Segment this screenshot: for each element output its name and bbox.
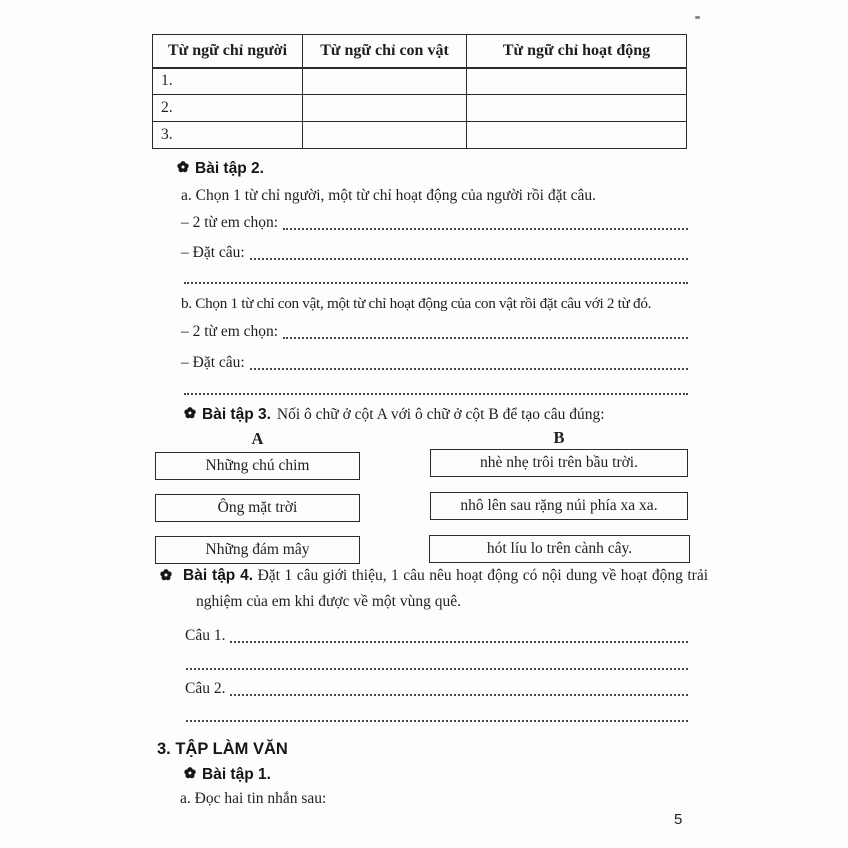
match-box-b3-text: hót líu lo trên cành cây. [486, 540, 633, 557]
section3-exercise1-title: Bài tập 1. [202, 766, 271, 783]
match-box-b2-text: nhô lên sau rặng núi phía xa xa. [460, 497, 658, 514]
exercise4-heading [178, 564, 708, 614]
sentence-label: – Đặt câu: [181, 354, 245, 371]
table-cell-blank [303, 95, 467, 122]
table-header-row [153, 35, 687, 68]
section3-heading: 3. TẬP LÀM VĂN [157, 740, 288, 758]
florette-icon [177, 160, 189, 178]
exercise4-line2 [185, 678, 688, 698]
match-box-b3 [429, 535, 690, 563]
table-row [153, 95, 687, 122]
column-a-label: A [251, 429, 264, 448]
answer-blank [283, 228, 688, 230]
answer-blank [230, 641, 688, 643]
row-number: 1. [153, 68, 303, 95]
table-header-animals: Từ ngữ chỉ con vật [303, 35, 467, 68]
match-box-a3-text: Những đám mây [205, 541, 310, 558]
florette-icon [184, 406, 196, 424]
answer-blank-line [186, 704, 688, 722]
cau2-label: Câu 2. [185, 680, 226, 697]
section3-item-a: a. Đọc hai tin nhắn sau: [180, 790, 327, 807]
exercise2b-instruction: b. Chọn 1 từ chỉ con vật, một từ chỉ hoạt động của con vật rồi đặt câu với 2 từ đó. [181, 295, 652, 312]
table-row [153, 68, 687, 95]
exercise4-line1 [185, 625, 688, 645]
exercise4-instruction: Đặt 1 câu giới thiệu, 1 câu nêu hoạt động có nội dung về hoạt động trải nghiệm của em khi được về một vùng quê. [196, 567, 709, 610]
table-header-people: Từ ngữ chỉ người [153, 35, 303, 68]
table-cell-blank [303, 122, 467, 149]
exercise3-title: Bài tập 3. [202, 406, 271, 423]
match-box-a2 [155, 494, 360, 522]
section3-exercise1-heading [184, 766, 271, 784]
answer-blank-line [184, 266, 688, 284]
exercise4-title: Bài tập 4. [183, 567, 254, 584]
page-number: 5 [674, 811, 683, 828]
answer-blank-line [186, 652, 688, 670]
answer-blank-line [184, 377, 688, 395]
answer-blank [250, 258, 688, 260]
scan-speck [695, 16, 700, 19]
row-number: 2. [153, 95, 303, 122]
exercise2-title: Bài tập 2. [195, 160, 264, 177]
table-cell-blank [303, 68, 467, 95]
exercise2a-sentence-line [181, 242, 688, 262]
match-box-a1-text: Những chú chim [205, 457, 310, 474]
match-box-a1 [155, 452, 360, 480]
table-header-actions: Từ ngữ chỉ hoạt động [467, 35, 687, 68]
exercise2b-choose-line [181, 321, 688, 341]
table-cell-blank [467, 68, 687, 95]
table-row [153, 122, 687, 149]
cau1-label: Câu 1. [185, 627, 226, 644]
answer-blank [283, 337, 688, 339]
sentence-label: – Đặt câu: [181, 244, 245, 261]
column-b-label: B [553, 428, 565, 447]
table-cell-blank [467, 122, 687, 149]
match-box-b1-text: nhè nhẹ trôi trên bầu trời. [480, 454, 638, 471]
choose-label: – 2 từ em chọn: [181, 323, 279, 340]
exercise2-heading [177, 160, 264, 178]
exercise3-heading [184, 406, 605, 424]
match-box-a3 [155, 536, 360, 564]
exercise2a-choose-line [181, 212, 688, 232]
florette-icon [184, 766, 196, 784]
match-box-b2 [430, 492, 688, 520]
row-number: 3. [153, 122, 303, 149]
answer-blank [250, 368, 688, 370]
exercise2b-sentence-line [181, 352, 688, 372]
vocab-table [152, 34, 687, 149]
answer-blank [230, 694, 688, 696]
table-cell-blank [467, 95, 687, 122]
match-box-a2-text: Ông mặt trời [217, 499, 298, 516]
choose-label: – 2 từ em chọn: [181, 214, 279, 231]
exercise2a-instruction: a. Chọn 1 từ chỉ người, một từ chỉ hoạt động của người rồi đặt câu. [181, 187, 597, 204]
match-box-b1 [430, 449, 688, 477]
exercise3-instruction: Nối ô chữ ở cột A với ô chữ ở cột B để tạo câu đúng: [276, 406, 605, 423]
